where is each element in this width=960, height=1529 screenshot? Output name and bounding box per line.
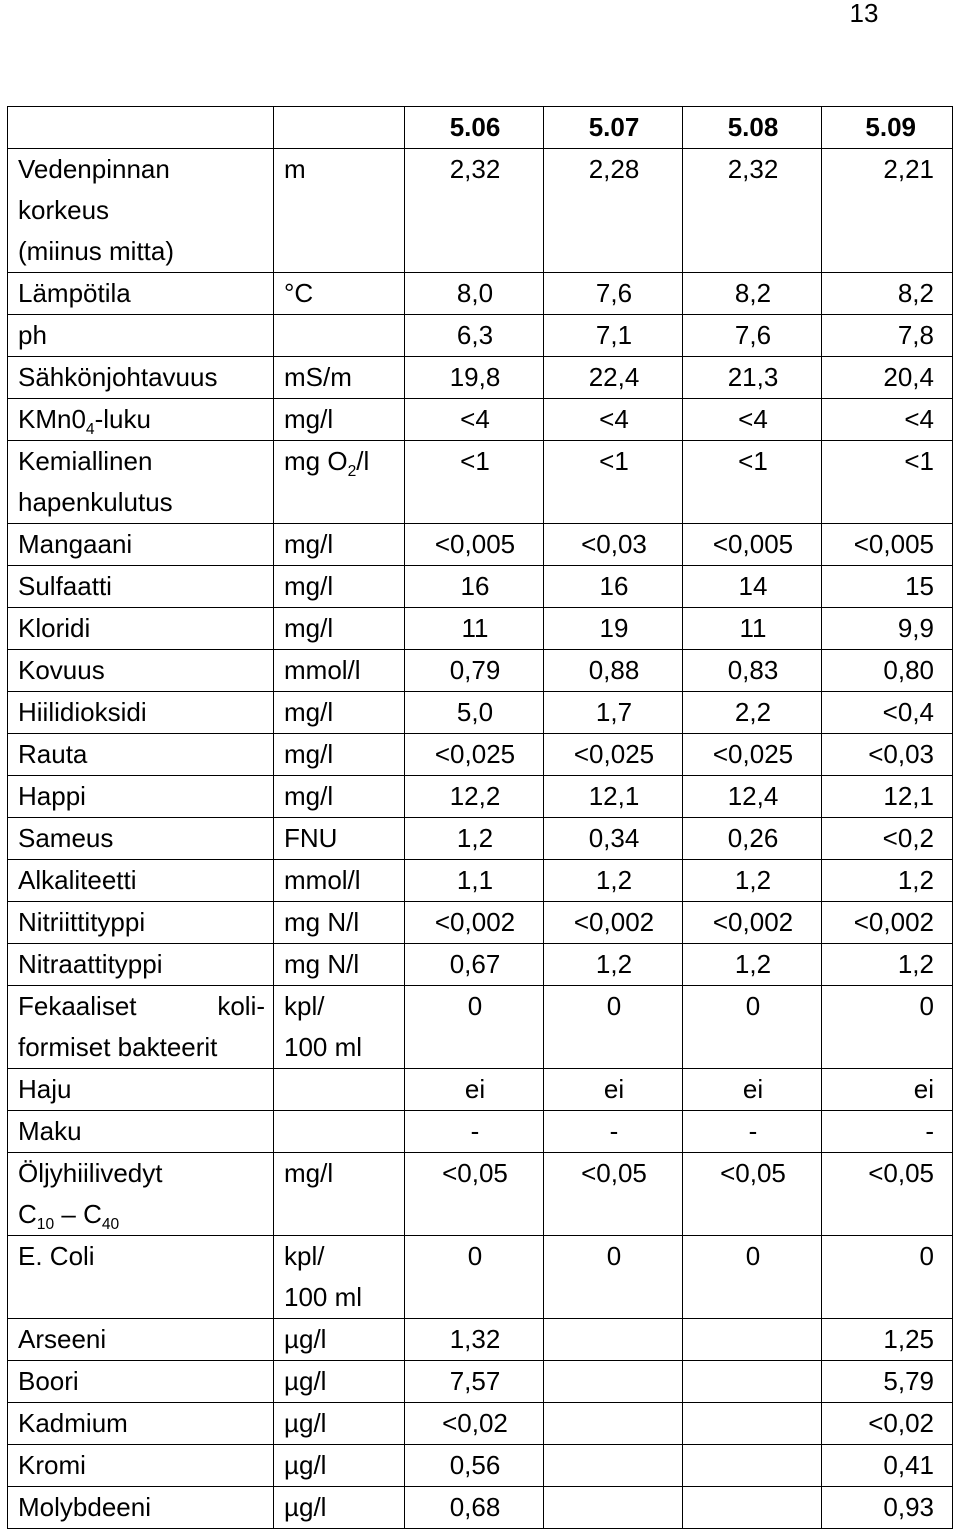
range-dash: –: [61, 1199, 76, 1229]
value-cell: <0,05: [822, 1153, 953, 1236]
water-quality-table: [7, 106, 953, 1529]
value-cell: -: [405, 1111, 544, 1153]
value-cell: 7,57: [405, 1361, 544, 1403]
header-unit-cell: [274, 107, 405, 149]
table-row: [8, 149, 953, 273]
value-cell: 0: [544, 1236, 683, 1319]
value-cell: <4: [683, 399, 822, 441]
value-cell: [544, 1445, 683, 1487]
parameter-name-line: Haju: [18, 1074, 72, 1104]
header-parameter-cell: [8, 107, 274, 149]
header-date: 5.06: [405, 107, 544, 149]
parameter-name-line: ph: [18, 320, 47, 350]
parameter-cell: [8, 1069, 274, 1111]
parameter-name-line: Sähkönjohtavuus: [18, 362, 218, 392]
value-cell: <0,02: [822, 1403, 953, 1445]
unit-cell: mmol/l: [274, 860, 405, 902]
value-cell: 19,8: [405, 357, 544, 399]
unit-cell: µg/l: [274, 1361, 405, 1403]
table-row: [8, 650, 953, 692]
value-cell: 11: [683, 608, 822, 650]
unit-cell: [274, 1236, 405, 1319]
value-cell: <1: [544, 441, 683, 524]
value-cell: <0,03: [544, 524, 683, 566]
table-row: [8, 357, 953, 399]
table-row: [8, 1236, 953, 1319]
table-row: [8, 986, 953, 1069]
value-cell: 8,0: [405, 273, 544, 315]
value-cell: <4: [405, 399, 544, 441]
value-cell: 0,80: [822, 650, 953, 692]
table-row: [8, 1153, 953, 1236]
parameter-name-line: Öljyhiilivedyt: [18, 1158, 163, 1188]
header-date: 5.08: [683, 107, 822, 149]
value-cell: 1,2: [683, 944, 822, 986]
unit-cell: [274, 441, 405, 524]
carbon-subscript: 10: [36, 1216, 55, 1233]
value-cell: <0,002: [822, 902, 953, 944]
value-cell: 0: [683, 986, 822, 1069]
table-row: [8, 1445, 953, 1487]
value-cell: 0,56: [405, 1445, 544, 1487]
unit-cell: [274, 315, 405, 357]
table-row: [8, 902, 953, 944]
value-cell: 7,6: [544, 273, 683, 315]
value-cell: 2,2: [683, 692, 822, 734]
unit-cell: °C: [274, 273, 405, 315]
parameter-cell: [8, 986, 274, 1069]
table-row: [8, 399, 953, 441]
value-cell: -: [822, 1111, 953, 1153]
value-cell: [544, 1319, 683, 1361]
value-cell: <0,002: [544, 902, 683, 944]
value-cell: 8,2: [822, 273, 953, 315]
value-cell: 1,2: [822, 944, 953, 986]
parameter-name-line: Arseeni: [18, 1324, 107, 1354]
parameter-name: [18, 399, 265, 440]
parameter-cell: [8, 776, 274, 818]
value-cell: <0,05: [544, 1153, 683, 1236]
header-date: 5.09: [822, 107, 953, 149]
unit-cell: [274, 1111, 405, 1153]
value-cell: 0,93: [822, 1487, 953, 1529]
parameter-cell: [8, 1445, 274, 1487]
table-row: [8, 1361, 953, 1403]
value-cell: [683, 1319, 822, 1361]
parameter-cell: [8, 692, 274, 734]
unit-cell: [274, 986, 405, 1069]
parameter-name-line: Happi: [18, 781, 86, 811]
header-date: 5.07: [544, 107, 683, 149]
value-cell: 2,28: [544, 149, 683, 273]
carbon-symbol: C: [18, 1199, 37, 1229]
header-row: [8, 107, 953, 149]
parameter-name-line: Sulfaatti: [18, 571, 112, 601]
value-cell: [683, 1487, 822, 1529]
parameter-name-text: KMn0: [18, 404, 86, 434]
parameter-cell: [8, 944, 274, 986]
value-cell: <0,05: [405, 1153, 544, 1236]
unit-text: mg O: [284, 446, 348, 476]
value-cell: 12,2: [405, 776, 544, 818]
parameter-name-line: Rauta: [18, 739, 88, 769]
unit-line: 100 ml: [284, 1032, 363, 1062]
parameter-name-line: Alkaliteetti: [18, 865, 137, 895]
value-cell: <0,002: [405, 902, 544, 944]
value-cell: 0: [822, 1236, 953, 1319]
unit-cell: mg/l: [274, 566, 405, 608]
unit-cell: µg/l: [274, 1319, 405, 1361]
value-cell: 5,79: [822, 1361, 953, 1403]
parameter-name-word: koli-: [217, 991, 265, 1021]
value-cell: ei: [544, 1069, 683, 1111]
value-cell: 2,32: [405, 149, 544, 273]
unit-cell: µg/l: [274, 1487, 405, 1529]
value-cell: 2,32: [683, 149, 822, 273]
value-cell: 7,8: [822, 315, 953, 357]
parameter-name-line: Sameus: [18, 823, 114, 853]
unit-text: /l: [356, 446, 370, 476]
parameter-cell: [8, 441, 274, 524]
value-cell: <0,05: [683, 1153, 822, 1236]
value-cell: 1,7: [544, 692, 683, 734]
unit-cell: m: [274, 149, 405, 273]
value-cell: <4: [544, 399, 683, 441]
parameter-cell: [8, 1153, 274, 1236]
value-cell: 9,9: [822, 608, 953, 650]
value-cell: 2,21: [822, 149, 953, 273]
value-cell: [544, 1487, 683, 1529]
value-cell: <0,02: [405, 1403, 544, 1445]
parameter-name-line: Mangaani: [18, 529, 133, 559]
parameter-name-line: Vedenpinnan: [18, 154, 170, 184]
unit-cell: mg/l: [274, 524, 405, 566]
table-row: [8, 692, 953, 734]
parameter-name-line: Hiilidioksidi: [18, 697, 147, 727]
unit-cell: mmol/l: [274, 650, 405, 692]
value-cell: <0,2: [822, 818, 953, 860]
unit-cell: µg/l: [274, 1403, 405, 1445]
parameter-name-line: Kromi: [18, 1450, 86, 1480]
value-cell: <0,03: [822, 734, 953, 776]
value-cell: 0: [544, 986, 683, 1069]
parameter-cell: [8, 149, 274, 273]
value-cell: [683, 1445, 822, 1487]
value-cell: 0,34: [544, 818, 683, 860]
parameter-cell: [8, 818, 274, 860]
parameter-cell: [8, 1319, 274, 1361]
unit-cell: mS/m: [274, 357, 405, 399]
unit-cell: mg/l: [274, 734, 405, 776]
value-cell: 12,4: [683, 776, 822, 818]
unit-line: 100 ml: [284, 1282, 363, 1312]
value-cell: 5,0: [405, 692, 544, 734]
parameter-name-line: [18, 986, 265, 1027]
value-cell: [683, 1403, 822, 1445]
table-row: [8, 524, 953, 566]
value-cell: 1,32: [405, 1319, 544, 1361]
table-row: [8, 860, 953, 902]
table-row: [8, 734, 953, 776]
parameter-cell: [8, 1487, 274, 1529]
value-cell: 1,1: [405, 860, 544, 902]
parameter-name-word: Fekaaliset: [18, 991, 137, 1021]
parameter-name-line: Kadmium: [18, 1408, 128, 1438]
value-cell: <0,002: [683, 902, 822, 944]
unit-cell: mg N/l: [274, 902, 405, 944]
value-cell: [544, 1403, 683, 1445]
value-cell: 1,2: [405, 818, 544, 860]
table-row: [8, 273, 953, 315]
value-cell: -: [544, 1111, 683, 1153]
table-row: [8, 315, 953, 357]
parameter-cell: [8, 273, 274, 315]
value-cell: 19: [544, 608, 683, 650]
value-cell: 0,67: [405, 944, 544, 986]
parameter-name-line: formiset bakteerit: [18, 1032, 218, 1062]
parameter-cell: [8, 1111, 274, 1153]
parameter-name-text: -luku: [94, 404, 151, 434]
value-cell: 1,2: [683, 860, 822, 902]
value-cell: -: [683, 1111, 822, 1153]
value-cell: 6,3: [405, 315, 544, 357]
unit-line: kpl/: [284, 1241, 325, 1271]
page-number: 13: [849, 0, 879, 28]
parameter-cell: [8, 650, 274, 692]
parameter-name-line: E. Coli: [18, 1241, 95, 1271]
carbon-symbol: C: [83, 1199, 102, 1229]
value-cell: <0,005: [822, 524, 953, 566]
value-cell: <0,005: [405, 524, 544, 566]
parameter-cell: [8, 566, 274, 608]
value-cell: <1: [683, 441, 822, 524]
unit-subscript: 2: [347, 463, 357, 480]
value-cell: <1: [405, 441, 544, 524]
table-row: [8, 818, 953, 860]
value-cell: <0,025: [544, 734, 683, 776]
parameter-cell: [8, 1236, 274, 1319]
table-row: [8, 776, 953, 818]
value-cell: 14: [683, 566, 822, 608]
value-cell: <1: [822, 441, 953, 524]
table-row: [8, 566, 953, 608]
value-cell: ei: [822, 1069, 953, 1111]
parameter-name-line: [18, 1194, 265, 1235]
parameter-name-line: Boori: [18, 1366, 79, 1396]
parameter-name-line: Nitraattityppi: [18, 949, 163, 979]
parameter-cell: [8, 1361, 274, 1403]
value-cell: 12,1: [544, 776, 683, 818]
table-row: [8, 1487, 953, 1529]
value-cell: 0: [405, 1236, 544, 1319]
value-cell: 7,1: [544, 315, 683, 357]
parameter-cell: [8, 524, 274, 566]
value-cell: <4: [822, 399, 953, 441]
parameter-name-line: Lämpötila: [18, 278, 131, 308]
value-cell: 0,79: [405, 650, 544, 692]
parameter-name-subscript: 4: [85, 421, 95, 438]
unit-cell: µg/l: [274, 1445, 405, 1487]
table-row: [8, 1069, 953, 1111]
table-row: [8, 1319, 953, 1361]
parameter-cell: [8, 902, 274, 944]
table-row: [8, 1111, 953, 1153]
value-cell: ei: [405, 1069, 544, 1111]
value-cell: 0,26: [683, 818, 822, 860]
parameter-cell: [8, 315, 274, 357]
value-cell: 20,4: [822, 357, 953, 399]
parameter-name-line: Kloridi: [18, 613, 91, 643]
value-cell: <0,4: [822, 692, 953, 734]
parameter-cell: [8, 860, 274, 902]
value-cell: 22,4: [544, 357, 683, 399]
unit-cell: mg/l: [274, 608, 405, 650]
unit-cell: mg/l: [274, 399, 405, 441]
value-cell: 12,1: [822, 776, 953, 818]
parameter-name-line: Maku: [18, 1116, 82, 1146]
value-cell: [544, 1361, 683, 1403]
value-cell: 21,3: [683, 357, 822, 399]
value-cell: 0: [405, 986, 544, 1069]
unit-cell: [274, 1069, 405, 1111]
parameter-cell: [8, 357, 274, 399]
parameter-name-line: hapenkulutus: [18, 487, 173, 517]
value-cell: 1,25: [822, 1319, 953, 1361]
value-cell: <0,025: [683, 734, 822, 776]
table-row: [8, 608, 953, 650]
value-cell: ei: [683, 1069, 822, 1111]
value-cell: 1,2: [544, 860, 683, 902]
unit-line: kpl/: [284, 991, 325, 1021]
parameter-name-line: korkeus: [18, 195, 110, 225]
value-cell: 8,2: [683, 273, 822, 315]
value-cell: <0,025: [405, 734, 544, 776]
value-cell: 0,83: [683, 650, 822, 692]
carbon-subscript: 40: [101, 1216, 120, 1233]
table-row: [8, 1403, 953, 1445]
value-cell: 0: [822, 986, 953, 1069]
parameter-name-line: Nitriittityppi: [18, 907, 146, 937]
unit-cell: mg N/l: [274, 944, 405, 986]
value-cell: 1,2: [544, 944, 683, 986]
unit-cell: mg/l: [274, 776, 405, 818]
parameter-cell: [8, 399, 274, 441]
parameter-name-line: Kemiallinen: [18, 446, 153, 476]
parameter-cell: [8, 734, 274, 776]
value-cell: 7,6: [683, 315, 822, 357]
value-cell: 0,88: [544, 650, 683, 692]
value-cell: 0,68: [405, 1487, 544, 1529]
unit-cell: mg/l: [274, 692, 405, 734]
parameter-name-line: (miinus mitta): [18, 236, 175, 266]
table-row: [8, 441, 953, 524]
value-cell: [683, 1361, 822, 1403]
unit-cell: mg/l: [274, 1153, 405, 1236]
value-cell: 0,41: [822, 1445, 953, 1487]
parameter-cell: [8, 1403, 274, 1445]
value-cell: 15: [822, 566, 953, 608]
unit-cell: FNU: [274, 818, 405, 860]
parameter-name-line: Kovuus: [18, 655, 105, 685]
value-cell: 16: [544, 566, 683, 608]
value-cell: <0,005: [683, 524, 822, 566]
parameter-cell: [8, 608, 274, 650]
value-cell: 1,2: [822, 860, 953, 902]
table-row: [8, 944, 953, 986]
value-cell: 0: [683, 1236, 822, 1319]
value-cell: 11: [405, 608, 544, 650]
parameter-name-line: Molybdeeni: [18, 1492, 151, 1522]
value-cell: 16: [405, 566, 544, 608]
